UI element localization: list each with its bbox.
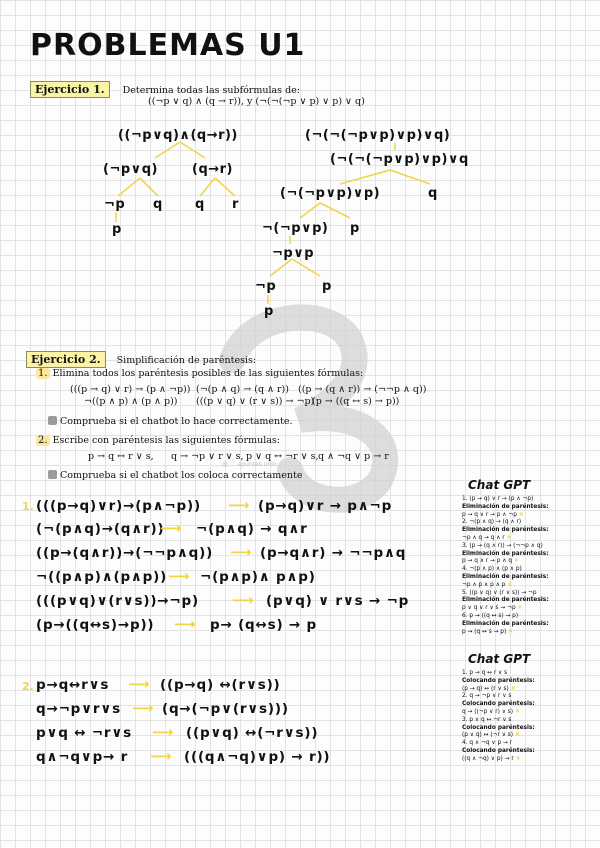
- chat-line: [462, 613, 549, 621]
- chat-line: [462, 717, 535, 725]
- chat-line-text: 2. ¬(p ∧ q) → (q ∧ r): [462, 519, 522, 526]
- chat-line: [462, 496, 549, 504]
- tree2-left: (¬(¬p∨p)∨p): [280, 186, 381, 201]
- checkbox-icon: [48, 470, 57, 479]
- chat-line-text: p → (q ↔ s → p): [462, 628, 507, 635]
- ans2-left-1: p→q↔r∨s: [36, 677, 110, 693]
- ans2-left-3: p∨q ↔ ¬r∨s: [36, 725, 132, 741]
- chat-line-text: Eliminación de paréntesis:: [462, 527, 549, 534]
- chat-line-text: Eliminación de paréntesis:: [462, 597, 549, 604]
- chat-line: [462, 582, 549, 590]
- chat-line-text: q → ((¬p ∨ r) ∨ s): [462, 708, 514, 715]
- chat-line-text: Colocando paréntesis:: [462, 747, 535, 754]
- chat-line-text: p → q ∧ r → p ∧ q: [462, 558, 513, 565]
- chat-line-text: Eliminación de paréntesis:: [462, 620, 549, 627]
- chat-line: [462, 566, 549, 574]
- tree1-r: r: [232, 197, 239, 212]
- chat-line: [462, 748, 535, 756]
- tree1-q2: q: [195, 197, 205, 212]
- chat-line-text: ¬p ∧ p ∧ p ∧ p: [462, 581, 506, 588]
- formula-5: (((p ∨ q) ∨ (r ∨ s)) → ¬p): [196, 396, 315, 407]
- chat-line-text: 6. p → ((q ↔ s) → p): [462, 612, 519, 619]
- tree2-level1: (¬(¬(¬p∨p)∨p)∨q: [330, 152, 469, 167]
- chat-line-text: Eliminación de paréntesis:: [462, 550, 549, 557]
- chat-line-text: 3. p ∨ q ↔ ¬r ∨ s: [462, 716, 512, 723]
- ans1-right-3: (p→q∧r) → ¬¬p∧q: [260, 545, 407, 561]
- chat-line-text: p → q ∨ r → p ∧ ¬p: [462, 511, 517, 518]
- chat-line-text: (p → q) ↔ (r ∨ s): [462, 685, 509, 692]
- exercise2-header: [26, 348, 256, 367]
- ans2-right-1: ((p→q) ↔(r∨s)): [160, 677, 281, 693]
- chat-line-text: ((q ∧ ¬q) ∨ p) → r: [462, 755, 514, 762]
- formula-g3: p ∨ q ↔ ¬r ∨ s,: [246, 451, 319, 462]
- page-title: PROBLEMAS U1: [30, 28, 306, 63]
- ans1-left-4: ¬((p∧p)∧(p∧p)): [36, 569, 168, 585]
- arrow-icon: ⟶: [230, 543, 252, 561]
- chat-line-text: 5. ((p ∨ q) ∨ (r ∨ s)) → ¬p: [462, 589, 537, 596]
- chat-line: [462, 756, 535, 764]
- ans1-right-5: (p∨q) ∨ r∨s → ¬p: [266, 593, 410, 609]
- ans1-right-2: ¬(p∧q) → q∧r: [196, 521, 308, 537]
- chat-line: [462, 725, 535, 733]
- cross-mark-icon: ✕: [506, 628, 514, 635]
- ans2-right-4: (((q∧¬q)∨p) → r)): [184, 749, 331, 765]
- tree1-left: (¬p∨q): [103, 162, 158, 177]
- tree2-root: (¬(¬(¬p∨p)∨p)∨q): [305, 128, 451, 143]
- tree2-p3: p: [264, 304, 274, 319]
- ans2-right-2: (q→(¬p∨(r∨s))): [162, 701, 289, 717]
- cross-mark-icon: ✕: [508, 685, 516, 692]
- chat-line-text: 1. p → q ↔ r ∨ s: [462, 670, 508, 676]
- chat-line: [462, 709, 535, 717]
- exercise2-item1: [36, 368, 363, 379]
- chatgpt-heading-1: Chat GPT: [468, 478, 531, 492]
- item1-number: 1.: [38, 368, 48, 379]
- chat-line-text: 2. q → ¬p ∨ r ∨ s: [462, 693, 512, 700]
- cross-mark-icon: ✕: [512, 558, 519, 565]
- cross-mark-icon: ✕: [513, 732, 520, 739]
- tree2-not-node: ¬(¬p∨p): [262, 221, 329, 236]
- formula-g2: q → ¬p ∨ r ∨ s,: [171, 451, 244, 462]
- chatgpt-heading-2: Chat GPT: [468, 652, 531, 666]
- chat-line-text: 4. q ∧ ¬q ∨ p → r: [462, 740, 513, 747]
- chat-line-text: 1. (p → q) ∨ r → (p ∧ ¬p): [462, 496, 534, 502]
- chat-line: [462, 504, 549, 512]
- answers2-number: 2.: [22, 680, 34, 693]
- ans1-right-1: (p→q)∨r → p∧¬p: [258, 498, 393, 514]
- tree1-not-p: ¬p: [104, 197, 126, 212]
- arrow-icon: ⟶: [160, 519, 182, 537]
- formula-1: (((p → q) ∨ r) → (p ∧ ¬p)): [70, 384, 191, 395]
- formula-4: ¬((p ∧ p) ∧ (p ∧ p)): [84, 396, 178, 407]
- arrow-icon: ⟶: [232, 591, 254, 609]
- chat-line-text: 4. ¬(p ∧ p) ∧ (p ∧ p): [462, 566, 522, 573]
- chat-line: [462, 686, 535, 694]
- formula-3: ((p → (q ∧ r)) → (¬¬p ∧ q)): [298, 384, 427, 395]
- chat-line: [462, 670, 535, 678]
- item2-text: Escribe con paréntesis las siguientes fórmulas:: [52, 435, 280, 446]
- ans2-left-2: q→¬p∨r∨s: [36, 701, 121, 717]
- chat-line: [462, 558, 549, 566]
- chat-line-text: Eliminación de paréntesis:: [462, 503, 549, 510]
- tree2-right: q: [428, 186, 438, 201]
- chat-line-text: Eliminación de paréntesis:: [462, 573, 549, 580]
- item1-text: Elimina todos los paréntesis posibles de las siguientes fórmulas:: [52, 368, 364, 379]
- chat-line: [462, 701, 535, 709]
- cross-mark-icon: ✕: [513, 708, 520, 715]
- chat-line: [462, 621, 549, 629]
- chatgpt-panel-1: [462, 496, 549, 636]
- arrow-icon: ⟶: [132, 699, 154, 717]
- tree1-q1: q: [153, 197, 163, 212]
- check1: [48, 416, 293, 427]
- ans1-left-5: (((p∨q)∨(r∨s))→¬p): [36, 593, 199, 609]
- tree2-not-p: ¬p: [255, 279, 277, 294]
- formula-2: (¬(p ∧ q) → (q ∧ r)): [196, 384, 289, 395]
- cross-mark-icon: ✕: [504, 534, 512, 541]
- chat-line-text: p ∨ q ∨ r ∨ s → ¬p: [462, 605, 516, 612]
- check1-text: Comprueba si el chatbot lo hace correctamente.: [60, 416, 293, 427]
- chat-line: [462, 543, 549, 551]
- chat-line: [462, 597, 549, 605]
- chat-line: [462, 527, 549, 535]
- cross-mark-icon: ✕: [516, 511, 524, 518]
- arrow-icon: ⟶: [228, 496, 250, 514]
- check2: [48, 470, 303, 481]
- exercise2-label: Ejercicio 2.: [26, 351, 106, 368]
- chat-line: [462, 678, 535, 686]
- ans1-left-2: (¬(p∧q)→(q∧r)): [36, 521, 165, 537]
- tree1-p: p: [112, 222, 122, 237]
- cross-mark-icon: ✕: [505, 581, 513, 588]
- item2-number: 2.: [38, 435, 48, 446]
- ans2-right-3: ((p∨q) ↔(¬r∨s)): [186, 725, 319, 741]
- formula-g4: q ∧ ¬q ∨ p → r: [318, 451, 389, 462]
- arrow-icon: ⟶: [128, 675, 150, 693]
- check2-text: Comprueba si el chatbot los coloca correctamente: [60, 470, 303, 481]
- chat-line: [462, 740, 535, 748]
- answers1-number: 1.: [22, 500, 34, 513]
- exercise2-item2: [36, 435, 280, 446]
- formula-6: (p → ((q ↔ s) → p)): [312, 396, 400, 407]
- formula-g1: p → q ↔ r ∨ s,: [88, 451, 154, 462]
- ans1-right-4: ¬(p∧p)∧ p∧p): [200, 569, 316, 585]
- chat-line-text: 3. (p → (q ∧ r)) → (¬¬p ∧ q): [462, 542, 543, 549]
- ans1-right-6: p→ (q↔s) → p: [210, 617, 318, 633]
- tree2-or-node: ¬p∨p: [272, 246, 315, 261]
- chat-line-text: Colocando paréntesis:: [462, 724, 535, 731]
- tree2-p: p: [350, 221, 360, 236]
- checkbox-icon: [48, 416, 57, 425]
- chat-line: [462, 629, 549, 637]
- exercise1-label: Ejercicio 1.: [30, 81, 110, 98]
- tree2-p2: p: [322, 279, 332, 294]
- chatgpt-panel-2: [462, 670, 535, 764]
- chat-line: [462, 535, 549, 543]
- ans1-left-1: (((p→q)∨r)→(p∧¬p)): [36, 498, 201, 514]
- ans1-left-3: ((p→(q∧r))→(¬¬p∧q)): [36, 545, 214, 561]
- tree1-right: (q→r): [192, 162, 233, 177]
- chat-line-text: Colocando paréntesis:: [462, 701, 535, 708]
- ans1-left-6: (p→((q↔s)→p)): [36, 617, 155, 633]
- watermark-text: @ ... apuntes.unio: [222, 461, 277, 468]
- exercise1-formula: ((¬p ∨ q) ∧ (q → r)), y (¬(¬(¬p ∨ p) ∨ p) ∨ q): [148, 96, 365, 107]
- arrow-icon: ⟶: [174, 615, 196, 633]
- chat-line: [462, 574, 549, 582]
- chat-line: [462, 551, 549, 559]
- ans2-left-4: q∧¬q∨p→ r: [36, 749, 129, 765]
- cross-mark-icon: ✕: [515, 605, 523, 612]
- cross-mark-icon: ✕: [513, 755, 521, 762]
- arrow-icon: ⟶: [168, 567, 190, 585]
- arrow-icon: ⟶: [150, 747, 172, 765]
- chat-line: [462, 512, 549, 520]
- exercise1-text: Determina todas las subfórmulas de:: [122, 85, 300, 96]
- chat-line-text: Colocando paréntesis:: [462, 677, 535, 684]
- exercise2-text: Simplificación de paréntesis:: [116, 355, 257, 366]
- chat-line: [462, 732, 535, 740]
- arrow-icon: ⟶: [152, 723, 174, 741]
- chat-line: [462, 605, 549, 613]
- chat-line-text: (p ∨ q) ↔ (¬r ∨ s): [462, 732, 514, 739]
- tree1-root: ((¬p∨q)∧(q→r)): [118, 128, 238, 143]
- chat-line-text: ¬p ∧ q → q ∧ r: [462, 534, 505, 541]
